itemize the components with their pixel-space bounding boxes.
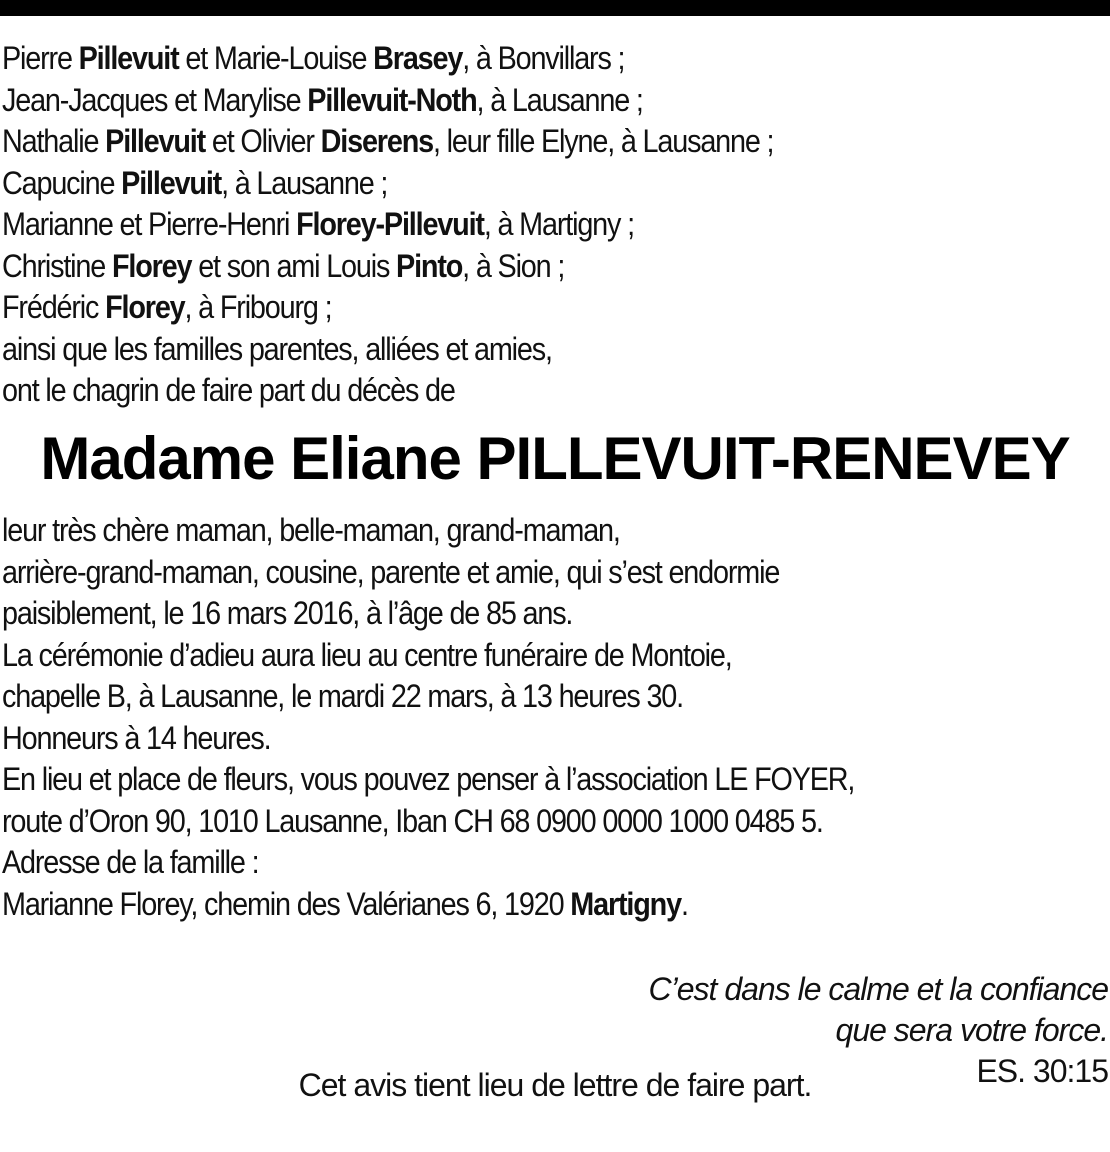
family-line-text: , à Lausanne ;	[221, 164, 388, 201]
address-town: Martigny	[570, 885, 681, 922]
family-line	[2, 38, 992, 80]
family-line	[2, 287, 992, 329]
family-surname: Pillevuit	[105, 123, 206, 159]
family-line-text: et Olivier	[205, 123, 321, 159]
body-line: La cérémonie d’adieu aura lieu au centre funéraire de Montoie,	[2, 636, 732, 673]
family-line	[2, 246, 992, 288]
quote-line: C’est dans le calme et la confiance	[648, 971, 1108, 1007]
family-line-text: , à Bonvillars ;	[462, 40, 625, 76]
family-surname: Diserens	[320, 123, 433, 159]
body-line: paisiblement, le 16 mars 2016, à l’âge de 85 ans.	[2, 595, 573, 631]
notice-body	[2, 510, 992, 925]
body-line: leur très chère maman, belle-maman, grand-maman,	[2, 512, 620, 548]
family-surname: Florey	[105, 289, 185, 325]
family-surname: Pinto	[396, 247, 463, 284]
family-address-line	[2, 884, 992, 926]
family-surname: Pillevuit-Noth	[307, 81, 477, 118]
family-line	[2, 204, 992, 246]
body-line: route d’Oron 90, 1010 Lausanne, Iban CH 68 0900 0000 1000 0485 5.	[2, 802, 823, 839]
family-line-text: Frédéric	[2, 289, 106, 325]
family-surname: Pillevuit	[121, 164, 222, 201]
footer-note: Cet avis tient lieu de lettre de faire part.	[298, 1067, 812, 1103]
family-line-text: ainsi que les familles parentes, alliées et amies,	[2, 330, 552, 367]
body-line: chapelle B, à Lausanne, le mardi 22 mars, à 13 heures 30.	[2, 678, 683, 714]
family-line-text: Capucine	[2, 164, 122, 201]
family-line-text: , à Sion ;	[462, 247, 565, 284]
deceased-name: Madame Eliane PILLEVUIT-RENEVEY	[40, 425, 1070, 492]
address-punctuation: .	[680, 885, 688, 922]
family-line-text: Pierre	[2, 40, 79, 76]
family-line-text: Jean-Jacques et Marylise	[2, 81, 308, 118]
family-line-text: , leur fille Elyne, à Lausanne ;	[432, 123, 774, 159]
family-surname: Florey-Pillevuit	[296, 206, 484, 242]
announcement-line	[2, 370, 992, 412]
family-line-text: Christine	[2, 247, 112, 284]
family-line-text: ont le chagrin de faire part du décès de	[2, 372, 455, 408]
family-line-text: , à Fribourg ;	[184, 289, 332, 325]
family-line-text: , à Lausanne ;	[476, 81, 643, 118]
family-line	[2, 163, 992, 205]
family-line-text: Nathalie	[2, 123, 106, 159]
family-line-text: , à Martigny ;	[483, 206, 634, 242]
family-line-text: et son ami Louis	[191, 247, 397, 284]
family-surname: Florey	[111, 247, 192, 284]
family-line	[2, 80, 992, 122]
top-border-rule	[0, 0, 1110, 16]
quote-line: que sera votre force.	[835, 1012, 1108, 1048]
family-line-text: et Marie-Louise	[178, 40, 374, 76]
body-line: Honneurs à 14 heures.	[2, 719, 271, 756]
quote-reference: ES. 30:15	[976, 1053, 1108, 1089]
family-line	[2, 121, 992, 163]
body-line: arrière-grand-maman, cousine, parente et amie, qui s’est endormie	[2, 553, 780, 590]
body-line: Adresse de la famille :	[2, 844, 259, 880]
family-line	[2, 329, 992, 371]
body-line: En lieu et place de fleurs, vous pouvez penser à l’association LE FOYER,	[2, 761, 855, 797]
family-list	[2, 38, 992, 412]
family-line-text: Marianne et Pierre-Henri	[2, 206, 297, 242]
address-text: Marianne Florey, chemin des Valérianes 6, 1920	[2, 885, 571, 922]
family-surname: Brasey	[373, 40, 463, 76]
family-surname: Pillevuit	[78, 40, 179, 76]
